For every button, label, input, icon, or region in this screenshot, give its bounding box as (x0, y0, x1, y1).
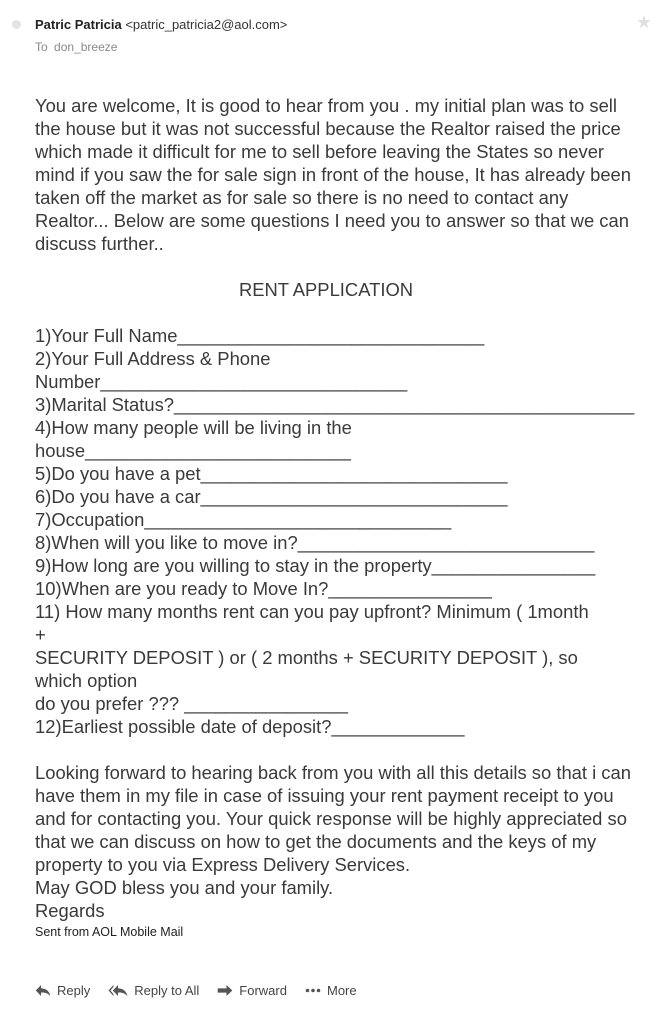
question-line: 9)How long are you willing to stay in the property________________ (35, 555, 596, 576)
question-line: + (35, 624, 46, 645)
question-line: 2)Your Full Address & Phone (35, 348, 271, 369)
question-line: 4)How many people will be living in the (35, 417, 352, 438)
regards-line: Regards (35, 900, 105, 921)
reply-all-button[interactable] (108, 983, 199, 998)
question-line: 1)Your Full Name______________________________ (35, 325, 485, 346)
forward-label: Forward (239, 983, 287, 998)
reply-icon (35, 984, 51, 997)
reply-all-icon (108, 984, 128, 997)
forward-icon (217, 984, 233, 997)
question-line: 7)Occupation______________________________ (35, 509, 452, 530)
question-line: 3)Marital Status?_____________________________________________ (35, 394, 635, 415)
message-body (35, 94, 635, 940)
reply-button[interactable] (35, 983, 90, 998)
signature: Sent from AOL Mobile Mail (35, 925, 184, 939)
sender-email[interactable]: <patric_patricia2@aol.com> (125, 17, 288, 32)
form-title: RENT APPLICATION (238, 279, 414, 300)
question-line: which option (35, 670, 138, 691)
intro-paragraph: You are welcome, It is good to hear from you . my initial plan was to sell the house but it was not successful because the Realtor raised the price which made it difficult for me to sell before leaving the States so never mind if you saw the for sale sign in front of the house, It has already been taken off the market as for sale so there is no need to contact any Realtor... Below are some questions I need you to answer so that we can discuss further.. (35, 95, 631, 254)
question-line: 5)Do you have a pet______________________________ (35, 463, 508, 484)
closing-paragraph: Looking forward to hearing back from you with all this details so that i can have them in my file in case of issuing your rent payment receipt to you and for contacting you. Your quick response will be highly appreciated so that we can discuss on how to get the documents and the keys of my property to you via Express Delivery Services. (35, 762, 631, 875)
question-line: 12)Earliest possible date of deposit?_____________ (35, 716, 465, 737)
question-list (35, 324, 635, 738)
question-line: 6)Do you have a car______________________________ (35, 486, 508, 507)
more-label: More (326, 983, 357, 998)
star-icon[interactable]: ★ (635, 12, 652, 32)
blessing-line: May GOD bless you and your family. (35, 877, 334, 898)
question-line: SECURITY DEPOSIT ) or ( 2 months + SECURITY DEPOSIT ), so (35, 647, 578, 668)
question-line: house__________________________ (35, 440, 352, 461)
recipient[interactable]: don_breeze (54, 40, 118, 54)
question-line: 11) How many months rent can you pay upfront? Minimum ( 1month (35, 601, 589, 622)
action-bar (35, 983, 375, 998)
question-line: 10)When are you ready to Move In?________________ (35, 578, 493, 599)
reply-label: Reply (57, 983, 91, 998)
to-label: To (35, 40, 48, 54)
question-line: 8)When will you like to move in?_____________________________ (35, 532, 595, 553)
forward-button[interactable] (217, 983, 287, 998)
sender-name[interactable]: Patric Patricia (35, 17, 122, 32)
question-line: Number______________________________ (35, 371, 408, 392)
to-line (35, 39, 622, 55)
question-line: do you prefer ??? ________________ (35, 693, 348, 714)
message-header (35, 16, 622, 55)
more-icon (305, 984, 321, 997)
reply-all-label: Reply to All (134, 983, 200, 998)
more-button[interactable] (305, 983, 357, 998)
from-line (35, 16, 622, 34)
unread-indicator (12, 20, 21, 29)
